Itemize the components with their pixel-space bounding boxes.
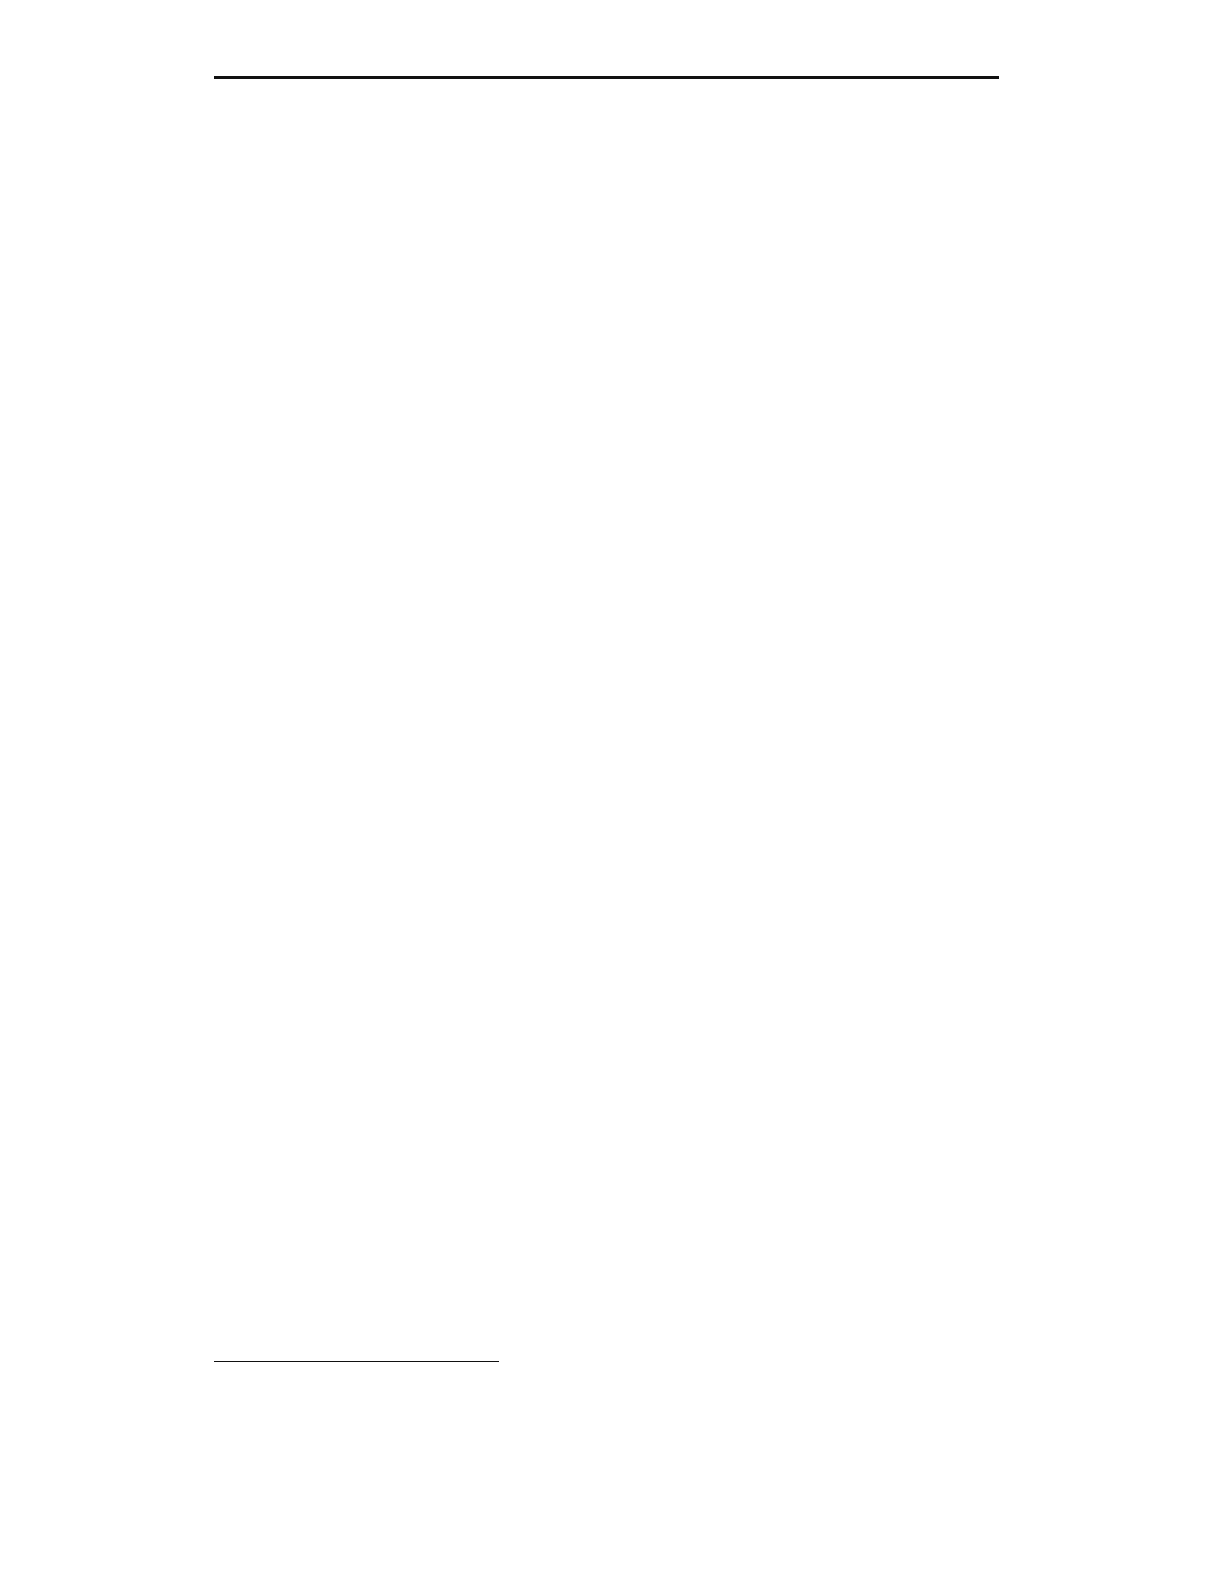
header-rule: [214, 76, 999, 79]
affiliations: [227, 386, 275, 408]
footnote-rule: [214, 1361, 499, 1362]
section-heading: [214, 1016, 232, 1041]
